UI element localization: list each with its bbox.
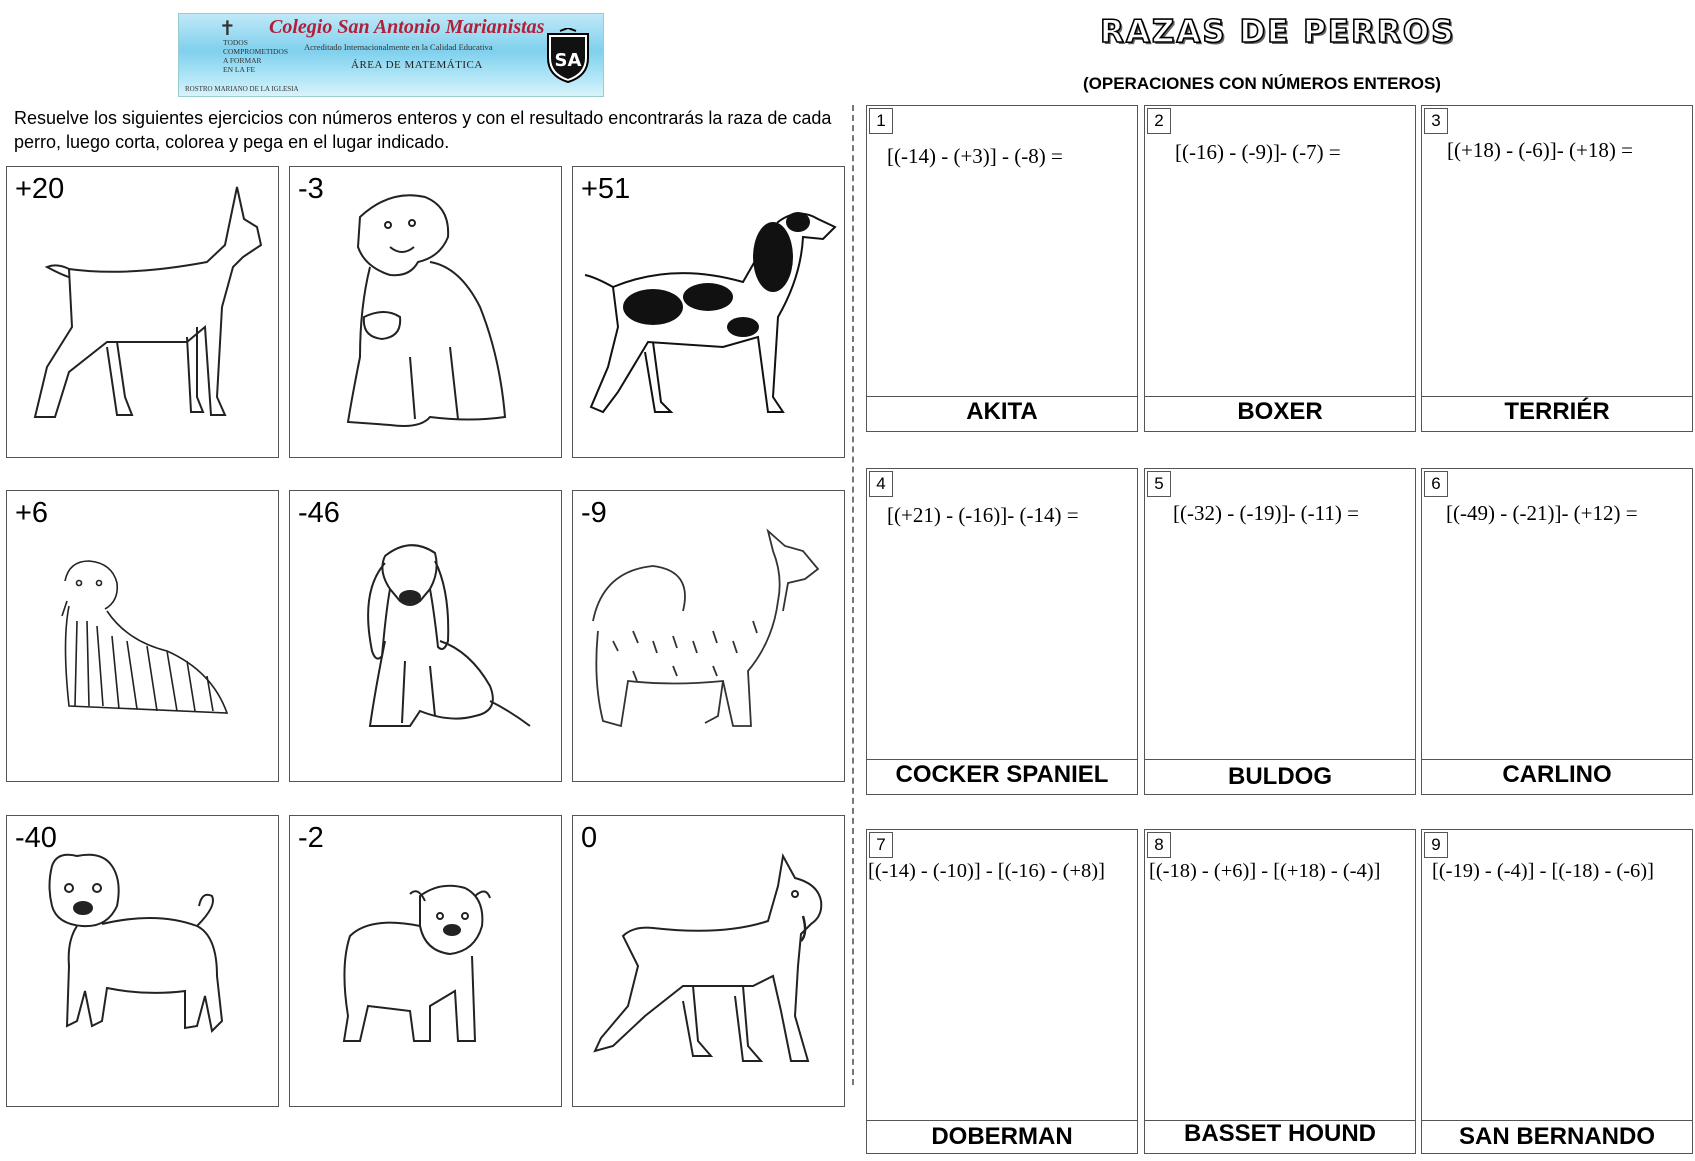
basset-hound-drawing-icon [290,491,561,781]
akita-drawing-icon [573,491,844,781]
exercise-card [866,829,1138,1154]
accreditation-text: Acreditado Internacionalmente en la Calidad Educativa [304,42,493,52]
exercise-expression: [(-32) - (-19)]- (-11) = [1173,501,1359,525]
exercise-card [1421,829,1693,1154]
page-title: RAZAS DE PERROS [1100,14,1456,50]
area-label: ÁREA DE MATEMÁTICA [351,59,483,71]
doberman-drawing-icon [7,167,278,457]
dog-value: -3 [298,173,324,205]
saint-bernard-drawing-icon [290,167,561,457]
dog-card[interactable] [289,166,562,458]
exercise-expression: [(-49) - (-21)]- (+12) = [1446,501,1638,525]
exercise-expression: [(-16) - (-9)]- (-7) = [1175,140,1341,164]
paste-area[interactable] [1422,830,1692,1121]
motto-line: TODOS [223,38,248,47]
dog-card[interactable] [572,166,845,458]
dog-value: +20 [15,173,65,205]
dog-value: +6 [15,497,49,529]
exercise-card [1421,105,1693,432]
paste-area[interactable] [867,830,1137,1121]
dog-card[interactable] [572,490,845,782]
breed-label: TERRIÉR [1504,398,1610,425]
page-subtitle: (OPERACIONES CON NÚMEROS ENTEROS) [1083,74,1441,93]
paste-area[interactable] [1145,106,1415,397]
cross-icon: ✝ [219,18,236,40]
paste-area[interactable] [1422,106,1692,397]
exercise-number: 4 [869,471,893,497]
exercise-number: 6 [1424,471,1448,497]
exercise-card [1144,105,1416,432]
exercise-expression: [(-14) - (-10)] - [(-16) - (+8)] [868,860,1105,882]
exercise-expression: [(+18) - (-6)]- (+18) = [1447,138,1633,162]
cocker-spaniel-drawing-icon [573,167,844,457]
breed-label: BULDOG [1228,763,1332,790]
exercise-expression: [(+21) - (-16)]- (-14) = [887,503,1079,527]
dog-value: -9 [581,497,607,529]
breed-label: BASSET HOUND [1183,1120,1376,1147]
exercise-card [866,468,1138,795]
exercise-number: 9 [1424,832,1448,858]
motto-line: EN LA FE [223,65,256,74]
paste-area[interactable] [1145,830,1415,1121]
exercise-expression: [(-14) - (+3)] - (-8) = [887,144,1063,168]
school-motto [223,38,288,74]
breed-label: AKITA [966,398,1038,425]
paste-area[interactable] [867,469,1137,760]
boxer-drawing-icon [573,816,844,1106]
exercise-expression: [(-18) - (+6)] - [(+18) - (-4)] [1149,860,1381,882]
pug-drawing-icon [7,816,278,1106]
dog-card[interactable] [6,166,279,458]
dog-value: -46 [298,497,340,529]
exercise-card [1144,468,1416,795]
breed-label: BOXER [1237,398,1323,425]
cut-line-divider [852,105,854,1085]
dog-card[interactable] [6,490,279,782]
paste-area[interactable] [867,106,1137,397]
motto-line: A FORMAR [223,56,262,65]
paste-area[interactable] [1422,469,1692,760]
exercise-number: 8 [1147,832,1171,858]
dog-card[interactable] [6,815,279,1107]
dog-value: -40 [15,822,57,854]
exercise-card [1421,468,1693,795]
dog-card[interactable] [289,815,562,1107]
svg-text:SA: SA [554,50,582,71]
exercise-card [866,105,1138,432]
paste-area[interactable] [1145,469,1415,760]
terrier-drawing-icon [7,491,278,781]
bulldog-drawing-icon [290,816,561,1106]
exercise-number: 3 [1424,108,1448,134]
exercise-number: 2 [1147,108,1171,134]
exercise-expression: [(-19) - (-4)] - [(-18) - (-6)] [1432,860,1654,882]
breed-label: COCKER SPANIEL [895,761,1109,788]
school-shield-icon [545,28,591,84]
school-name: Colegio San Antonio Marianistas [269,16,545,38]
exercise-number: 5 [1147,471,1171,497]
instructions-text: Resuelve los siguientes ejercicios con números enteros y con el resultado encontrarás la raza de cada perro, luego corta, colorea y pega en el lugar indicado. [14,108,832,152]
dog-value: -2 [298,822,324,854]
dog-value: 0 [581,822,598,854]
school-banner [178,13,604,97]
dog-card[interactable] [572,815,845,1107]
dog-value: +51 [581,173,631,205]
breed-label: CARLINO [1502,761,1612,788]
breed-label: SAN BERNANDO [1458,1123,1655,1150]
breed-label: DOBERMAN [931,1123,1073,1150]
banner-footer-text: ROSTRO MARIANO DE LA IGLESIA [185,85,299,93]
exercise-number: 1 [869,108,893,134]
exercise-number: 7 [869,832,893,858]
motto-line: COMPROMETIDOS [223,47,289,56]
dog-card[interactable] [289,490,562,782]
exercise-card [1144,829,1416,1154]
